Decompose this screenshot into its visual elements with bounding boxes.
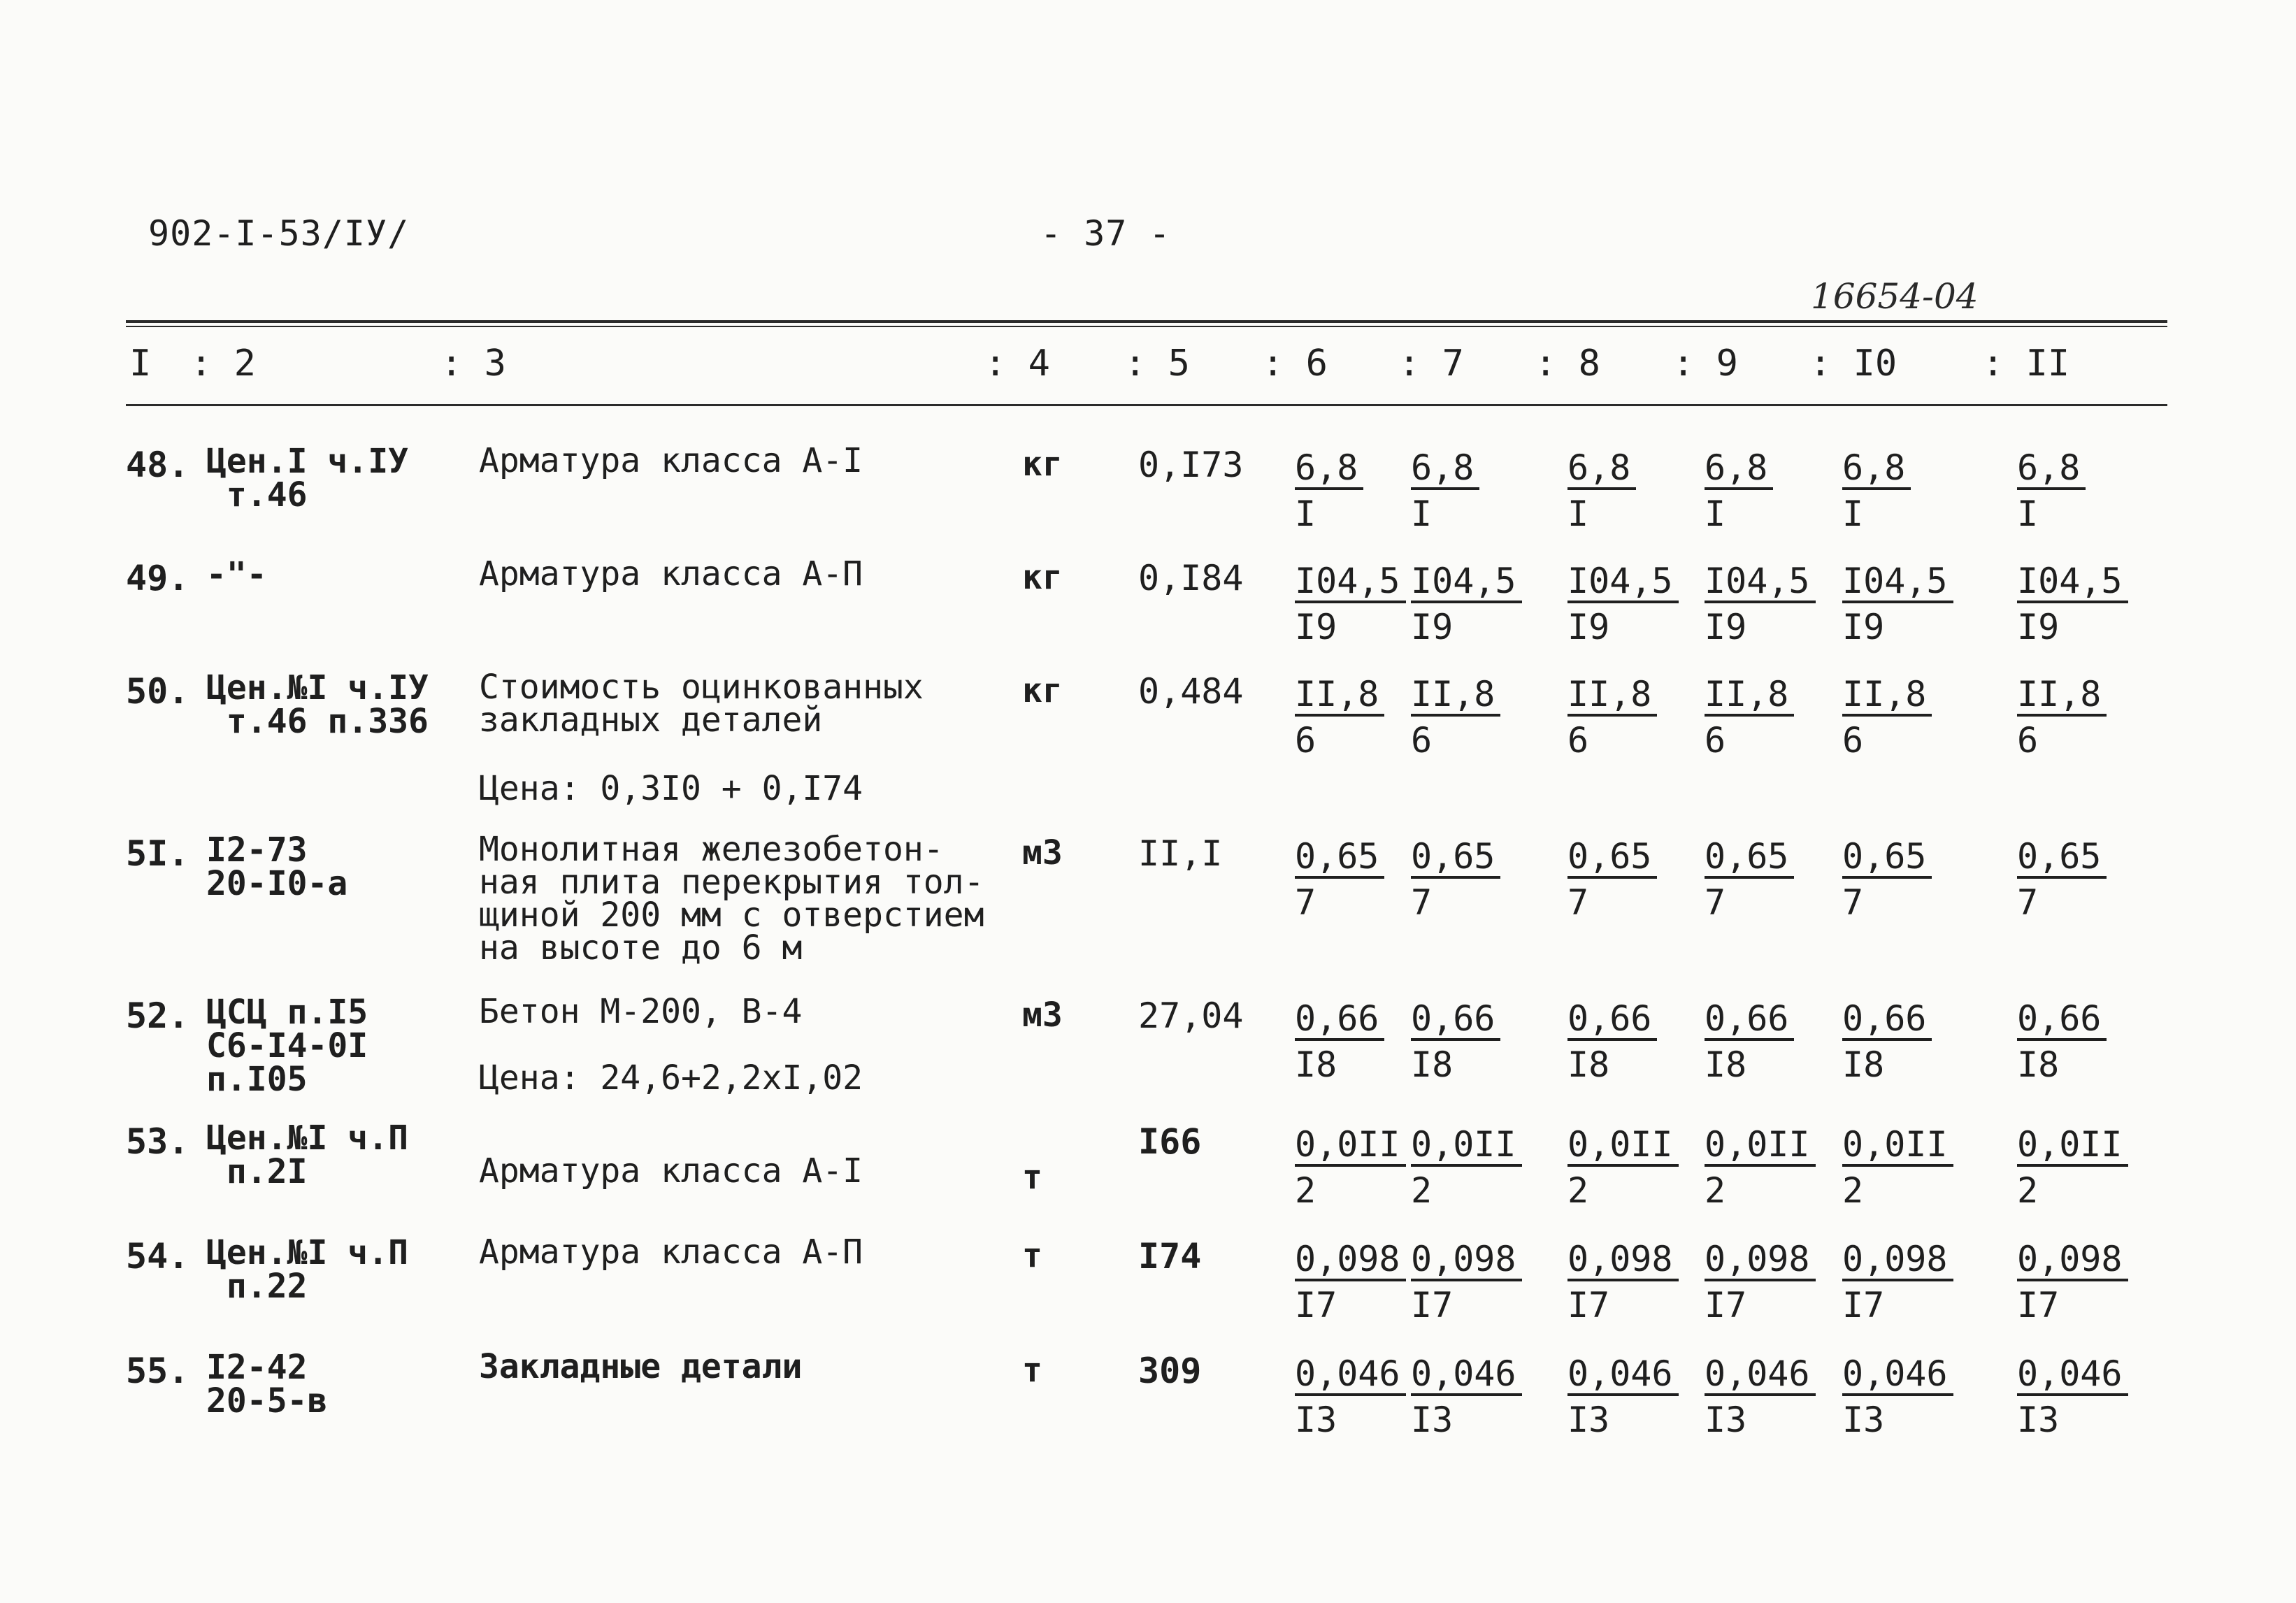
value-top: 0,0II (1411, 1125, 1522, 1167)
row-unit: м3 (1022, 995, 1063, 1035)
value-col-8 (1567, 1121, 1679, 1214)
value-col-10 (1842, 833, 1932, 926)
value-bottom: 7 (1705, 882, 1726, 923)
row-name: Стоимость оцинкованных закладных деталей (479, 668, 924, 740)
value-bottom: I7 (1705, 1285, 1747, 1325)
row-rate: 0,I73 (1138, 445, 1244, 485)
value-col-8 (1567, 1236, 1679, 1328)
value-bottom: 6 (1567, 720, 1589, 761)
value-col-6 (1295, 995, 1384, 1088)
value-bottom: 6 (1295, 720, 1316, 761)
value-bottom: 7 (2017, 882, 2039, 923)
value-bottom: I7 (1567, 1285, 1610, 1325)
value-bottom: I3 (1411, 1400, 1454, 1440)
row-rate: II,I (1138, 833, 1223, 874)
value-bottom: I3 (2017, 1400, 2060, 1440)
value-bottom: 6 (1842, 720, 1864, 761)
value-top: II,8 (1567, 675, 1657, 717)
value-bottom: I (1411, 494, 1433, 534)
value-col-8 (1567, 671, 1657, 763)
value-bottom: I9 (1705, 607, 1747, 647)
row-source: I2-42 20-5-в (206, 1348, 328, 1421)
value-bottom: I7 (2017, 1285, 2060, 1325)
row-unit: кг (1022, 558, 1063, 597)
row-source: Цен.№I ч.П п.2I (206, 1119, 408, 1191)
column-header-3: : 3 (440, 343, 506, 384)
value-top: II,8 (1295, 675, 1384, 717)
value-col-11 (2017, 1351, 2128, 1443)
value-col-9 (1705, 1236, 1816, 1328)
value-top: 0,0II (1567, 1125, 1679, 1167)
value-bottom: I9 (1567, 607, 1610, 647)
value-col-9 (1705, 671, 1794, 763)
value-bottom: 6 (2017, 720, 2039, 761)
value-col-7 (1411, 995, 1500, 1088)
value-col-6 (1295, 445, 1363, 537)
value-bottom: I8 (1705, 1044, 1747, 1085)
column-header-4: : 4 (984, 343, 1050, 384)
value-col-7 (1411, 558, 1522, 650)
row-number: 48. (126, 445, 189, 485)
column-header-11: : II (1982, 343, 2070, 384)
row-source: Цен.I ч.IУ т.46 (206, 442, 408, 515)
value-col-6 (1295, 558, 1406, 650)
value-col-11 (2017, 671, 2107, 763)
value-bottom: 2 (2017, 1170, 2039, 1211)
value-col-11 (2017, 995, 2107, 1088)
row-name: Арматура класса А-I (479, 1151, 863, 1191)
value-top: 6,8 (1567, 448, 1636, 490)
value-bottom: 7 (1567, 882, 1589, 923)
row-name: Закладные детали (479, 1347, 803, 1386)
value-col-8 (1567, 445, 1636, 537)
value-bottom: 7 (1295, 882, 1316, 923)
column-header-2: : 2 (190, 343, 256, 384)
value-col-7 (1411, 445, 1479, 537)
value-col-8 (1567, 833, 1657, 926)
value-bottom: I8 (2017, 1044, 2060, 1085)
value-bottom: I8 (1411, 1044, 1454, 1085)
row-source: Цен.№I ч.IУ т.46 п.336 (206, 668, 429, 741)
value-top: 0,65 (1295, 837, 1384, 879)
value-bottom: 2 (1842, 1170, 1864, 1211)
column-header-1: I (129, 343, 152, 384)
row-number: 50. (126, 671, 189, 712)
value-col-9 (1705, 558, 1816, 650)
value-col-10 (1842, 1351, 1953, 1443)
value-bottom: I3 (1567, 1400, 1610, 1440)
value-bottom: I9 (1411, 607, 1454, 647)
value-bottom: I (1295, 494, 1316, 534)
value-top: 0,098 (1842, 1239, 1953, 1281)
value-bottom: 7 (1411, 882, 1433, 923)
value-col-8 (1567, 558, 1679, 650)
value-bottom: I7 (1842, 1285, 1885, 1325)
value-bottom: I (2017, 494, 2039, 534)
row-unit: т (1022, 1351, 1042, 1390)
value-bottom: 6 (1705, 720, 1726, 761)
value-col-10 (1842, 1236, 1953, 1328)
value-top: I04,5 (1842, 561, 1953, 603)
column-header-10: : I0 (1809, 343, 1897, 384)
value-bottom: I9 (2017, 607, 2060, 647)
value-top: I04,5 (1567, 561, 1679, 603)
row-unit: т (1022, 1236, 1042, 1275)
value-bottom: I (1705, 494, 1726, 534)
row-rate: 309 (1138, 1351, 1202, 1391)
value-col-9 (1705, 1121, 1816, 1214)
row-name: Арматура класса А-П (479, 554, 863, 594)
value-top: I04,5 (1411, 561, 1522, 603)
value-top: 0,65 (1842, 837, 1932, 879)
value-col-9 (1705, 1351, 1816, 1443)
row-price-formula: Цена: 0,3I0 + 0,I74 (479, 769, 863, 808)
value-top: 0,098 (1705, 1239, 1816, 1281)
table-top-rule (126, 320, 2167, 323)
value-top: 0,65 (1705, 837, 1794, 879)
column-header-6: : 6 (1262, 343, 1328, 384)
value-col-10 (1842, 445, 1911, 537)
value-top: 0,098 (2017, 1239, 2128, 1281)
value-top: 6,8 (1411, 448, 1479, 490)
value-bottom: I3 (1295, 1400, 1337, 1440)
value-col-7 (1411, 833, 1500, 926)
value-top: 0,046 (2017, 1354, 2128, 1396)
row-unit: кг (1022, 671, 1063, 710)
row-rate: 27,04 (1138, 995, 1244, 1036)
value-top: I04,5 (1295, 561, 1406, 603)
value-col-8 (1567, 995, 1657, 1088)
value-col-10 (1842, 671, 1932, 763)
value-top: 0,098 (1411, 1239, 1522, 1281)
value-top: 6,8 (2017, 448, 2086, 490)
row-name: Арматура класса А-I (479, 441, 863, 480)
value-col-6 (1295, 1121, 1406, 1214)
value-top: 6,8 (1842, 448, 1911, 490)
row-price-formula: Цена: 24,6+2,2хI,02 (479, 1058, 863, 1098)
row-name: Арматура класса А-П (479, 1232, 863, 1272)
value-top: 0,66 (1842, 999, 1932, 1041)
value-top: 0,046 (1411, 1354, 1522, 1396)
value-top: 0,0II (1842, 1125, 1953, 1167)
row-source: ЦСЦ п.I5 С6-I4-0I п.I05 (206, 993, 368, 1099)
row-rate: 0,I84 (1138, 558, 1244, 598)
value-col-11 (2017, 445, 2086, 537)
value-top: 0,0II (2017, 1125, 2128, 1167)
value-col-6 (1295, 1236, 1406, 1328)
value-top: 0,65 (2017, 837, 2107, 879)
value-top: 6,8 (1705, 448, 1773, 490)
value-top: 6,8 (1295, 448, 1363, 490)
value-top: II,8 (2017, 675, 2107, 717)
value-bottom: I8 (1295, 1044, 1337, 1085)
value-bottom: I3 (1705, 1400, 1747, 1440)
value-col-9 (1705, 995, 1794, 1088)
value-col-9 (1705, 445, 1773, 537)
value-top: 0,046 (1567, 1354, 1679, 1396)
row-rate: I74 (1138, 1236, 1202, 1277)
value-col-10 (1842, 558, 1953, 650)
value-col-11 (2017, 1121, 2128, 1214)
row-number: 52. (126, 995, 189, 1036)
value-bottom: I7 (1295, 1285, 1337, 1325)
row-rate: I66 (1138, 1121, 1202, 1162)
value-top: I04,5 (1705, 561, 1816, 603)
value-bottom: 7 (1842, 882, 1864, 923)
row-unit: т (1022, 1158, 1042, 1197)
value-bottom: I9 (1842, 607, 1885, 647)
value-bottom: 6 (1411, 720, 1433, 761)
value-top: 0,098 (1295, 1239, 1406, 1281)
value-top: 0,66 (2017, 999, 2107, 1041)
row-source: Цен.№I ч.П п.22 (206, 1233, 408, 1306)
row-unit: м3 (1022, 833, 1063, 872)
value-col-11 (2017, 1236, 2128, 1328)
value-col-6 (1295, 1351, 1406, 1443)
row-number: 53. (126, 1121, 189, 1162)
value-top: II,8 (1705, 675, 1794, 717)
row-name: Монолитная железобетон- ная плита перекрытия тол- щиной 200 мм с отверстием на высоте до 6 м (479, 830, 984, 968)
row-source: I2-73 20-I0-а (206, 831, 348, 903)
value-top: 0,66 (1705, 999, 1794, 1041)
column-header-7: : 7 (1398, 343, 1464, 384)
value-top: II,8 (1411, 675, 1500, 717)
value-col-6 (1295, 671, 1384, 763)
value-col-9 (1705, 833, 1794, 926)
value-col-7 (1411, 1236, 1522, 1328)
value-col-10 (1842, 995, 1932, 1088)
row-name: Бетон М-200, В-4 (479, 992, 803, 1031)
value-top: I04,5 (2017, 561, 2128, 603)
column-header-5: : 5 (1124, 343, 1190, 384)
value-col-7 (1411, 1121, 1522, 1214)
header-bottom-rule (126, 404, 2167, 406)
row-rate: 0,484 (1138, 671, 1244, 712)
value-bottom: 2 (1567, 1170, 1589, 1211)
value-col-7 (1411, 671, 1500, 763)
value-col-8 (1567, 1351, 1679, 1443)
value-bottom: I (1842, 494, 1864, 534)
value-bottom: 2 (1411, 1170, 1433, 1211)
row-number: 5I. (126, 833, 189, 874)
document-code: 902-I-53/IУ/ (148, 213, 410, 254)
value-bottom: 2 (1295, 1170, 1316, 1211)
value-top: 0,046 (1705, 1354, 1816, 1396)
value-col-7 (1411, 1351, 1522, 1443)
value-bottom: I3 (1842, 1400, 1885, 1440)
value-top: 0,66 (1411, 999, 1500, 1041)
value-col-11 (2017, 558, 2128, 650)
value-col-10 (1842, 1121, 1953, 1214)
value-top: 0,0II (1705, 1125, 1816, 1167)
value-top: 0,098 (1567, 1239, 1679, 1281)
value-top: 0,046 (1842, 1354, 1953, 1396)
value-col-6 (1295, 833, 1384, 926)
value-col-11 (2017, 833, 2107, 926)
row-number: 54. (126, 1236, 189, 1277)
page-number: - 37 - (1040, 213, 1171, 254)
row-source: -"- (206, 555, 267, 594)
value-top: 0,66 (1295, 999, 1384, 1041)
value-bottom: I (1567, 494, 1589, 534)
value-bottom: I8 (1842, 1044, 1885, 1085)
value-bottom: I8 (1567, 1044, 1610, 1085)
row-number: 49. (126, 558, 189, 598)
value-top: 0,65 (1567, 837, 1657, 879)
archive-number: 16654-04 (1811, 276, 1979, 317)
value-top: 0,046 (1295, 1354, 1406, 1396)
column-header-8: : 8 (1535, 343, 1600, 384)
value-top: 0,66 (1567, 999, 1657, 1041)
value-bottom: I9 (1295, 607, 1337, 647)
row-unit: кг (1022, 445, 1063, 484)
value-top: II,8 (1842, 675, 1932, 717)
value-bottom: 2 (1705, 1170, 1726, 1211)
column-header-9: : 9 (1672, 343, 1738, 384)
row-number: 55. (126, 1351, 189, 1391)
value-top: 0,0II (1295, 1125, 1406, 1167)
table-top-rule-double (126, 326, 2167, 327)
value-bottom: I7 (1411, 1285, 1454, 1325)
value-top: 0,65 (1411, 837, 1500, 879)
